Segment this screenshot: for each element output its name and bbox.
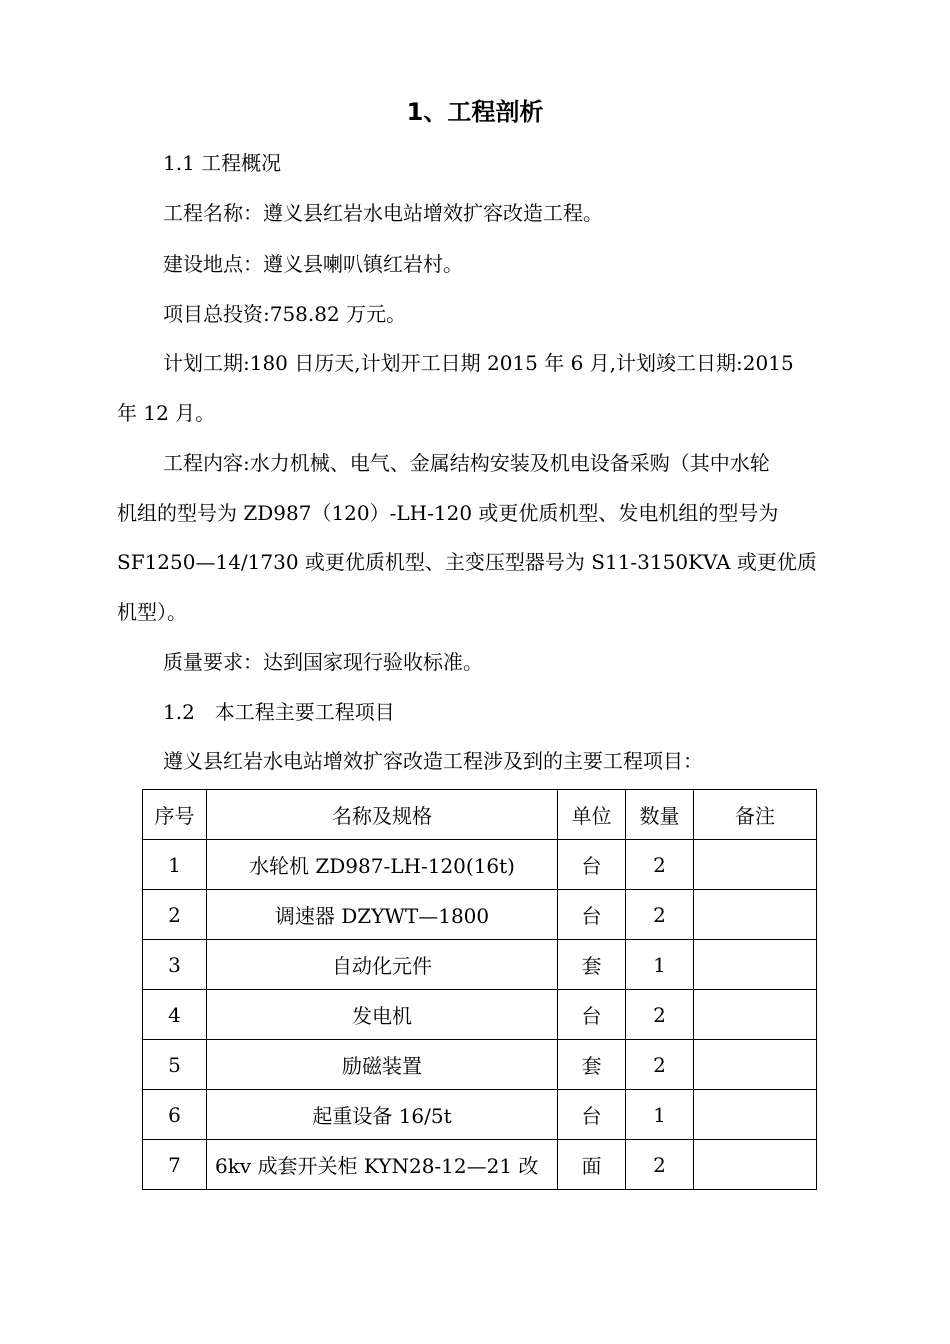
header-unit: 单位	[558, 790, 626, 840]
table-row	[143, 1140, 817, 1190]
cell-qty: 2	[626, 840, 694, 890]
content-line-1: 工程内容:水力机械、电气、金属结构安装及机电设备采购（其中水轮	[163, 451, 770, 475]
table-row	[143, 990, 817, 1040]
cell-name: 起重设备 16/5t	[207, 1090, 558, 1140]
project-items-table	[142, 789, 817, 1190]
content-line-2: 机组的型号为 ZD987（120）-LH-120 或更优质机型、发电机组的型号为	[117, 501, 779, 525]
content-line-4: 机型）。	[117, 600, 187, 624]
cell-name: 自动化元件	[207, 940, 558, 990]
cell-name: 水轮机 ZD987-LH-120(16t)	[207, 840, 558, 890]
schedule-line-1: 计划工期:180 日历天,计划开工日期 2015 年 6 月,计划竣工日期:2015	[163, 351, 794, 375]
cell-unit: 台	[558, 840, 626, 890]
location-paragraph: 建设地点：遵义县喇叭镇红岩村。	[163, 252, 463, 276]
cell-unit: 面	[558, 1140, 626, 1190]
cell-note	[694, 940, 817, 990]
section-heading-1-2: 1.2 本工程主要工程项目	[163, 700, 395, 724]
cell-name: 6kv 成套开关柜 KYN28-12—21 改	[207, 1140, 558, 1190]
cell-note	[694, 890, 817, 940]
header-no: 序号	[143, 790, 207, 840]
table-row	[143, 940, 817, 990]
cell-unit: 套	[558, 1040, 626, 1090]
cell-note	[694, 1090, 817, 1140]
cell-unit: 套	[558, 940, 626, 990]
cell-qty: 2	[626, 990, 694, 1040]
cell-note	[694, 990, 817, 1040]
cell-name: 发电机	[207, 990, 558, 1040]
cell-unit: 台	[558, 990, 626, 1040]
cell-qty: 2	[626, 890, 694, 940]
cell-no: 3	[143, 940, 207, 990]
cell-qty: 2	[626, 1140, 694, 1190]
table-header-row	[143, 790, 817, 840]
cell-note	[694, 1040, 817, 1090]
header-name-spec: 名称及规格	[207, 790, 558, 840]
cell-no: 7	[143, 1140, 207, 1190]
table-row	[143, 1090, 817, 1140]
header-note: 备注	[694, 790, 817, 840]
quality-paragraph: 质量要求：达到国家现行验收标准。	[163, 650, 483, 674]
cell-no: 5	[143, 1040, 207, 1090]
table-row	[143, 840, 817, 890]
investment-paragraph: 项目总投资:758.82 万元。	[163, 302, 407, 326]
cell-no: 1	[143, 840, 207, 890]
cell-unit: 台	[558, 1090, 626, 1140]
cell-no: 4	[143, 990, 207, 1040]
page-title: 1、工程剖析	[406, 98, 544, 126]
table-intro-paragraph: 遵义县红岩水电站增效扩容改造工程涉及到的主要工程项目：	[163, 749, 703, 773]
project-name-paragraph: 工程名称：遵义县红岩水电站增效扩容改造工程。	[163, 201, 603, 225]
cell-name: 励磁装置	[207, 1040, 558, 1090]
cell-no: 6	[143, 1090, 207, 1140]
section-heading-1-1: 1.1 工程概况	[163, 151, 282, 175]
table-row	[143, 1040, 817, 1090]
header-quantity: 数量	[626, 790, 694, 840]
cell-qty: 1	[626, 940, 694, 990]
table-row	[143, 890, 817, 940]
schedule-line-2: 年 12 月。	[117, 401, 216, 425]
cell-qty: 1	[626, 1090, 694, 1140]
cell-note	[694, 1140, 817, 1190]
cell-name: 调速器 DZYWT—1800	[207, 890, 558, 940]
cell-no: 2	[143, 890, 207, 940]
cell-unit: 台	[558, 890, 626, 940]
cell-qty: 2	[626, 1040, 694, 1090]
cell-note	[694, 840, 817, 890]
content-line-3: SF1250—14/1730 或更优质机型、主变压型器号为 S11-3150KVA 或更优质	[117, 550, 817, 574]
